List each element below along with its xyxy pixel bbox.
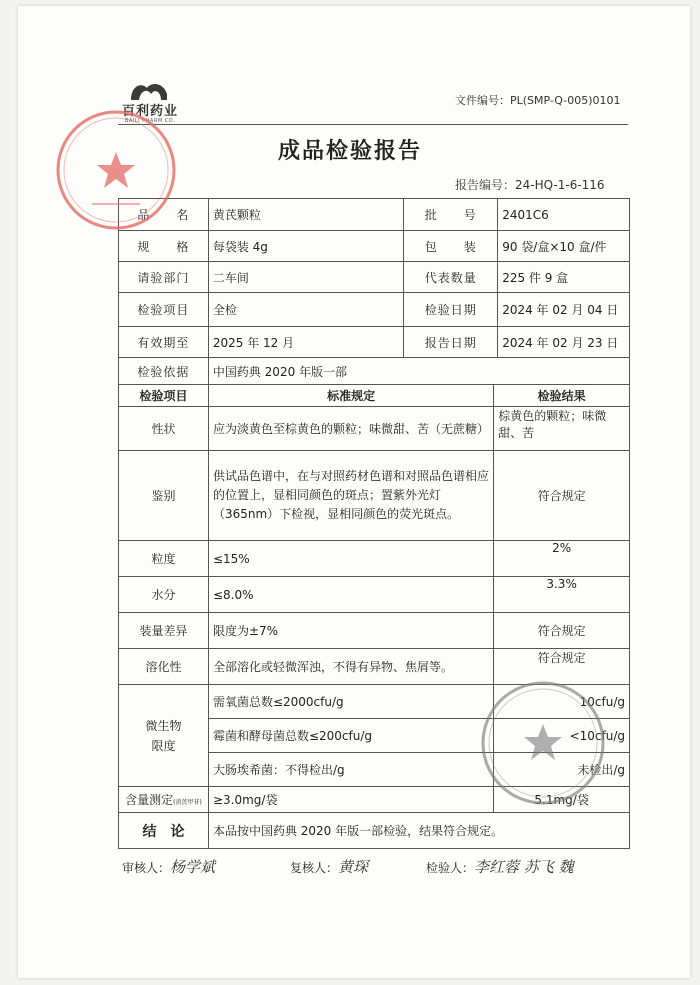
assay-sub-text: (黄芪甲苷) [173,799,202,806]
micro-label-line1: 微生物 [145,718,182,733]
basis-label: 检验依据 [119,358,209,385]
report-number: 报告编号：24-HQ-1-6-116 [455,178,605,192]
result-item: 溶化性 [119,649,209,685]
result-item: 鉴别 [119,451,209,541]
result-value: 符合规定 [494,613,630,649]
result-value: 棕黄色的颗粒；味微甜、苦 [494,407,630,451]
company-logo [115,80,185,124]
result-row [119,451,630,541]
result-std: ≤8.0% [208,577,493,613]
dept-label: 请验部门 [119,262,209,293]
micro-result: <10cfu/g [494,719,630,753]
result-item: 装量差异 [119,613,209,649]
micro-result: 10cfu/g [494,685,630,719]
logo-mark-icon [127,80,173,102]
insp-date-label: 检验日期 [404,293,498,327]
inspector-name: 李红蓉 苏飞 魏 [474,858,574,876]
page-title: 成品检验报告 [277,139,422,164]
result-value: 3.3% [494,577,630,613]
result-std: 供试品色谱中，在与对照药材色谱和对照品色谱相应的位置上，显相同颜色的斑点；置紫外光灯（365nm）下检视，显相同颜色的荧光斑点。 [208,451,493,541]
report-date-label: 报告日期 [404,327,498,358]
reviewer-name: 杨学斌 [170,858,216,876]
micro-std: 需氧菌总数≤2000cfu/g [208,685,493,719]
reviewer-signature [122,856,215,877]
logo-text: 百利药业 [121,104,178,119]
item-label: 检验项目 [119,293,209,327]
assay-row [119,787,630,813]
micro-std: 霉菌和酵母菌总数≤200cfu/g [208,719,493,753]
item-value: 全检 [208,293,404,327]
reviewer-label: 审核人： [122,861,171,875]
spec-label: 规 格 [119,231,209,262]
micro-row [119,685,630,719]
conclusion-text: 本品按中国药典 2020 年版一部检验，结果符合规定。 [208,813,629,849]
result-item: 粒度 [119,541,209,577]
name-label: 品 名 [119,199,209,231]
expiry-value: 2025 年 12 月 [208,327,404,358]
result-std: 全部溶化或轻微浑浊，不得有异物、焦屑等。 [208,649,493,685]
micro-std: 大肠埃希菌：不得检出/g [208,753,493,787]
info-row [119,293,630,327]
assay-result: 5.1mg/袋 [494,787,630,813]
assay-std: ≥3.0mg/袋 [208,787,493,813]
result-row [119,541,630,577]
info-row [119,199,630,231]
info-row [119,358,630,385]
conclusion-row [119,813,630,849]
result-std: ≤15% [208,541,493,577]
assay-label-text: 含量测定 [125,793,174,807]
result-item: 水分 [119,577,209,613]
assay-label [119,787,209,813]
file-number: 文件编号：PL(SMP-Q-005)0101 [455,94,621,107]
col-result-header: 检验结果 [494,385,630,407]
inspector-signature [426,856,574,877]
result-row [119,407,630,451]
micro-label-line2: 限度 [151,738,176,753]
info-row [119,231,630,262]
result-value: 符合规定 [494,649,630,685]
results-header-row [119,385,630,407]
basis-value: 中国药典 2020 年版一部 [208,358,629,385]
report-date-value: 2024 年 02 月 23 日 [498,327,630,358]
header-divider [118,124,628,125]
insp-date-value: 2024 年 02 月 04 日 [498,293,630,327]
col-item-header: 检验项目 [119,385,209,407]
result-std: 应为淡黄色至棕黄色的颗粒；味微甜、苦（无蔗糖） [208,407,493,451]
batch-label: 批 号 [404,199,498,231]
result-value: 符合规定 [494,451,630,541]
results-table [118,384,630,849]
product-name: 黄芪颗粒 [208,199,404,231]
qty-label: 代表数量 [404,262,498,293]
batch-number: 2401C6 [498,199,630,231]
result-row [119,613,630,649]
logo-english-text: BAILI PHARM CO. [124,118,176,124]
info-row [119,262,630,293]
conclusion-label: 结 论 [119,813,209,849]
result-std: 限度为±7% [208,613,493,649]
result-value: 2% [494,541,630,577]
info-table [118,198,630,385]
info-row [119,327,630,358]
rechecker-signature [290,856,368,877]
qty-value: 225 件 9 盒 [498,262,630,293]
micro-result: 未检出/g [494,753,630,787]
pack-value: 90 袋/盒×10 盒/件 [498,231,630,262]
result-item: 性状 [119,407,209,451]
pack-label: 包 装 [404,231,498,262]
inspector-label: 检验人： [426,861,475,875]
col-std-header: 标准规定 [208,385,493,407]
rechecker-name: 黄琛 [338,858,369,876]
result-row [119,577,630,613]
expiry-label: 有效期至 [119,327,209,358]
result-row [119,649,630,685]
dept-value: 二车间 [208,262,404,293]
micro-label [119,685,209,787]
spec-value: 每袋装 4g [208,231,404,262]
rechecker-label: 复核人： [290,861,339,875]
